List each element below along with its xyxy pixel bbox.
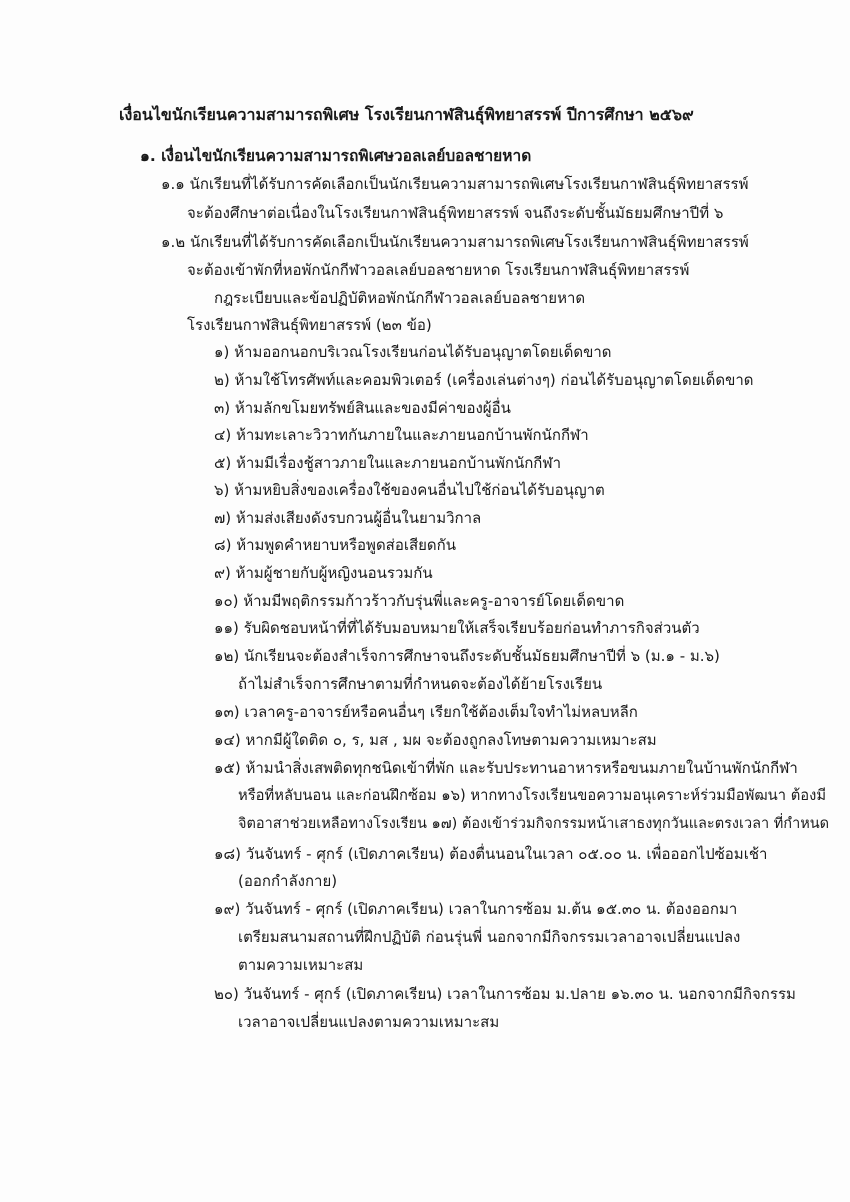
item-1-2-line-2: จะต้องเข้าพักที่หอพักนักกีฬาวอลเลย์บอลชายหาด โรงเรียนกาฬสินธุ์พิทยาสรรพ์ [187, 261, 690, 279]
rule-13: ๑๓) เวลาครู-อาจารย์หรือคนอื่นๆ เรียกใช้ต้องเต็มใจทำไม่หลบหลีก [214, 703, 638, 721]
item-1-1-line-1: ๑.๑ นักเรียนที่ได้รับการคัดเลือกเป็นนักเรียนความสามารถพิเศษโรงเรียนกาฬสินธุ์พิทยาสรรพ์ [161, 175, 749, 193]
rule-9: ๙) ห้ามผู้ชายกับผู้หญิงนอนรวมกัน [214, 564, 433, 582]
rule-20: ๒๐) วันจันทร์ - ศุกร์ (เปิดภาคเรียน) เวลาในการซ้อม ม.ปลาย ๑๖.๓๐ น. นอกจากมีกิจกรรม [214, 985, 796, 1003]
rule-11: ๑๑) รับผิดชอบหน้าที่ที่ได้รับมอบหมายให้เสร็จเรียบร้อยก่อนทำภารกิจส่วนตัว [214, 619, 700, 637]
rule-20-cont: เวลาอาจเปลี่ยนแปลงตามความเหมาะสม [238, 1013, 500, 1031]
rule-12: ๑๒) นักเรียนจะต้องสำเร็จการศึกษาจนถึงระดับชั้นมัธยมศึกษาปีที่ ๖ (ม.๑ - ม.๖) [214, 647, 720, 665]
rule-18: ๑๘) วันจันทร์ - ศุกร์ (เปิดภาคเรียน) ต้องตื่นนอนในเวลา ๐๕.๐๐ น. เพื่อออกไปซ้อมเช้า [214, 845, 768, 863]
rule-2: ๒) ห้ามใช้โทรศัพท์และคอมพิวเตอร์ (เครื่องเล่นต่างๆ) ก่อนได้รับอนุญาตโดยเด็ดขาด [214, 371, 754, 389]
rule-14: ๑๔) หากมีผู้ใดติด ๐, ร, มส , มผ จะต้องถูกลงโทษตามความเหมาะสม [214, 731, 657, 749]
rule-19: ๑๙) วันจันทร์ - ศุกร์ (เปิดภาคเรียน) เวลาในการซ้อม ม.ต้น ๑๕.๓๐ น. ต้องออกมา [214, 900, 738, 918]
rule-19-cont-1: เตรียมสนามสถานที่ฝึกปฏิบัติ ก่อนรุ่นพี่ นอกจากมีกิจกรรมเวลาอาจเปลี่ยนแปลง [238, 928, 741, 946]
rule-15-cont-2: จิตอาสาช่วยเหลือทางโรงเรียน ๑๗) ต้องเข้าร่วมกิจกรรมหน้าเสาธงทุกวันและตรงเวลา ที่กำหนด [238, 816, 830, 832]
rule-12-cont: ถ้าไม่สำเร็จการศึกษาตามที่กำหนดจะต้องได้ย้ายโรงเรียน [238, 675, 603, 693]
rule-4: ๔) ห้ามทะเลาะวิวาทกันภายในและภายนอกบ้านพักนักกีฬา [214, 426, 589, 444]
item-1-2-line-1: ๑.๒ นักเรียนที่ได้รับการคัดเลือกเป็นนักเรียนความสามารถพิเศษโรงเรียนกาฬสินธุ์พิทยาสรรพ์ [161, 233, 749, 251]
rule-8: ๘) ห้ามพูดคำหยาบหรือพูดส่อเสียดกัน [214, 536, 456, 554]
section-heading: ๑. เงื่อนไขนักเรียนความสามารถพิเศษวอลเลย์บอลชายหาด [140, 147, 532, 165]
item-1-2-line-3: กฎระเบียบและข้อปฏิบัติหอพักนักกีฬาวอลเลย์บอลชายหาด [214, 289, 586, 307]
rule-3: ๓) ห้ามลักขโมยทรัพย์สินและของมีค่าของผู้อื่น [214, 399, 511, 417]
rule-1: ๑) ห้ามออกนอกบริเวณโรงเรียนก่อนได้รับอนุญาตโดยเด็ดขาด [214, 343, 612, 361]
item-1-1-line-2: จะต้องศึกษาต่อเนื่องในโรงเรียนกาฬสินธุ์พิทยาสรรพ์ จนถึงระดับชั้นมัธยมศึกษาปีที่ ๖ [187, 204, 724, 222]
rule-15: ๑๕) ห้ามนำสิ่งเสพติดทุกชนิดเข้าที่พัก และรับประทานอาหารหรือขนมภายในบ้านพักนักกีฬา [214, 759, 798, 777]
rule-6: ๖) ห้ามหยิบสิ่งของเครื่องใช้ของคนอื่นไปใช้ก่อนได้รับอนุญาต [214, 481, 605, 499]
item-1-2-line-4: โรงเรียนกาฬสินธุ์พิทยาสรรพ์ (๒๓ ข้อ) [187, 316, 432, 334]
rule-18-cont: (ออกกำลังกาย) [238, 872, 338, 890]
rule-7: ๗) ห้ามส่งเสียงดังรบกวนผู้อื่นในยามวิกาล [214, 509, 482, 527]
rule-19-cont-2: ตามความเหมาะสม [238, 956, 364, 974]
rule-10: ๑๐) ห้ามมีพฤติกรรมก้าวร้าวกับรุ่นพี่และครู-อาจารย์โดยเด็ดขาด [214, 592, 625, 610]
document-title: เงื่อนไขนักเรียนความสามารถพิเศษ โรงเรียนกาฬสินธุ์พิทยาสรรพ์ ปีการศึกษา ๒๕๖๙ [119, 105, 694, 124]
rule-5: ๕) ห้ามมีเรื่องชู้สาวภายในและภายนอกบ้านพักนักกีฬา [214, 454, 562, 472]
rule-15-cont-1: หรือที่หลับนอน และก่อนฝึกซ้อม ๑๖) หากทางโรงเรียนขอความอนุเคราะห์ร่วมมือพัฒนา ต้องมี [238, 787, 827, 804]
